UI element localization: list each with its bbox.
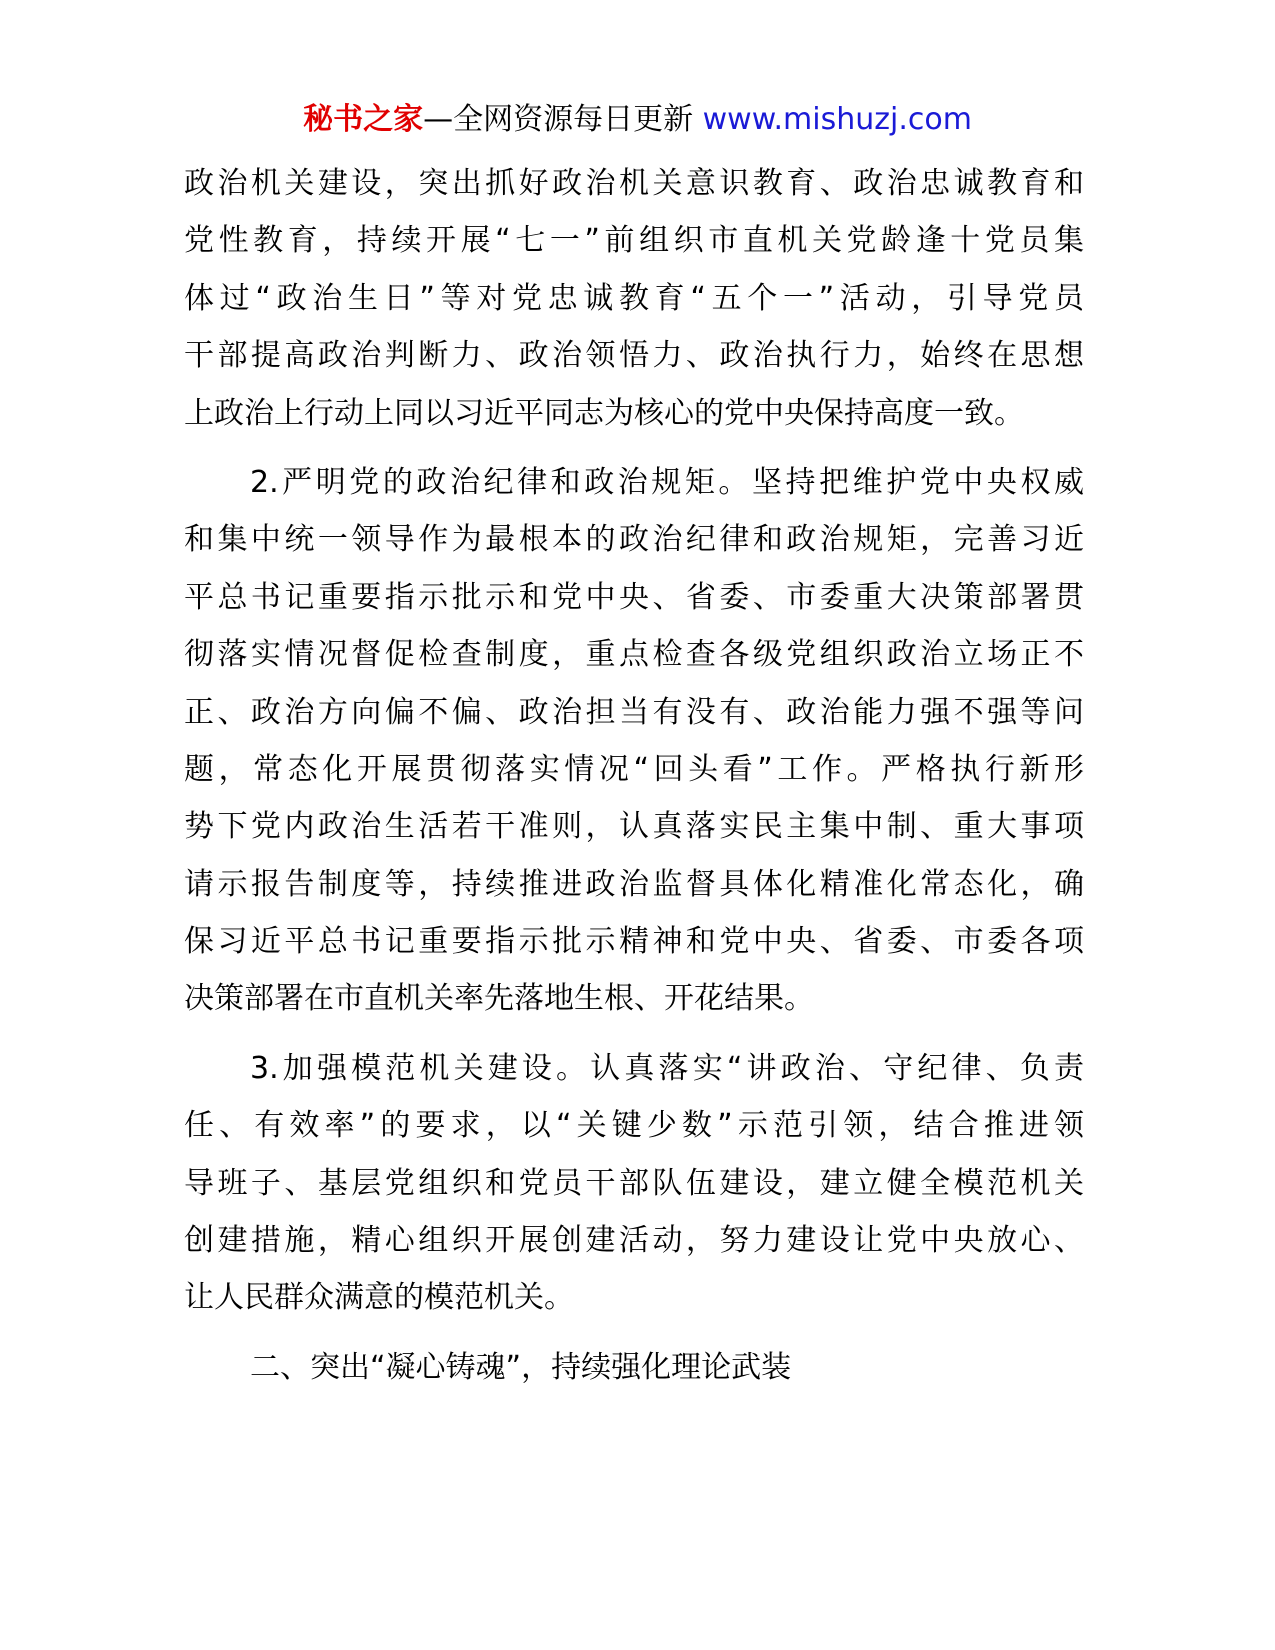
text-line: 请示报告制度等，持续推进政治监督具体化精准化常态化，确 [184, 866, 1084, 902]
text-line: 平总书记重要指示批示和党中央、省委、市委重大决策部署贯 [184, 579, 1084, 615]
text-line: 让人民群众满意的模范机关。 [184, 1280, 574, 1316]
text-line: 导班子、基层党组织和党员干部队伍建设，建立健全模范机关 [184, 1165, 1084, 1201]
text-line: 3.加强模范机关建设。认真落实“讲政治、守纪律、负责 [250, 1050, 1084, 1086]
text-line: 体过“政治生日”等对党忠诚教育“五个一”活动，引导党员 [184, 280, 1084, 316]
site-header [0, 100, 1275, 140]
text-line: 2.严明党的政治纪律和政治规矩。坚持把维护党中央权威 [250, 464, 1084, 500]
brand-name: 秘书之家 [303, 102, 424, 137]
paragraph [184, 155, 1084, 442]
text-line: 保习近平总书记重要指示批示精神和党中央、省委、市委各项 [184, 924, 1084, 960]
text-line: 正、政治方向偏不偏、政治担当有没有、政治能力强不强等问 [184, 694, 1084, 730]
section-heading [184, 1339, 1084, 1396]
section-heading-text: 二、突出“凝心铸魂”，持续强化理论武装 [250, 1349, 792, 1385]
text-line: 党性教育，持续开展“七一”前组织市直机关党龄逢十党员集 [184, 223, 1084, 259]
paragraph [184, 1040, 1084, 1327]
site-url-link[interactable]: www.mishuzj.com [702, 102, 972, 137]
text-line: 任、有效率”的要求，以“关键少数”示范引领，结合推进领 [184, 1108, 1084, 1144]
text-line: 题，常态化开展贯彻落实情况“回头看”工作。严格执行新形 [184, 751, 1084, 787]
text-line: 和集中统一领导作为最根本的政治纪律和政治规矩，完善习近 [184, 522, 1084, 558]
text-line: 决策部署在市直机关率先落地生根、开花结果。 [184, 981, 814, 1017]
text-line: 彻落实情况督促检查制度，重点检查各级党组织政治立场正不 [184, 637, 1084, 673]
paragraph [184, 454, 1084, 1028]
text-line: 上政治上行动上同以习近平同志为核心的党中央保持高度一致。 [184, 395, 1024, 431]
text-line: 干部提高政治判断力、政治领悟力、政治执行力，始终在思想 [184, 338, 1084, 374]
document-body [184, 155, 1084, 1396]
text-line: 政治机关建设，突出抓好政治机关意识教育、政治忠诚教育和 [184, 166, 1084, 201]
header-tagline: —全网资源每日更新 [423, 102, 694, 137]
text-line: 势下党内政治生活若干准则，认真落实民主集中制、重大事项 [184, 809, 1084, 845]
text-line: 创建措施，精心组织开展创建活动，努力建设让党中央放心、 [184, 1223, 1084, 1259]
